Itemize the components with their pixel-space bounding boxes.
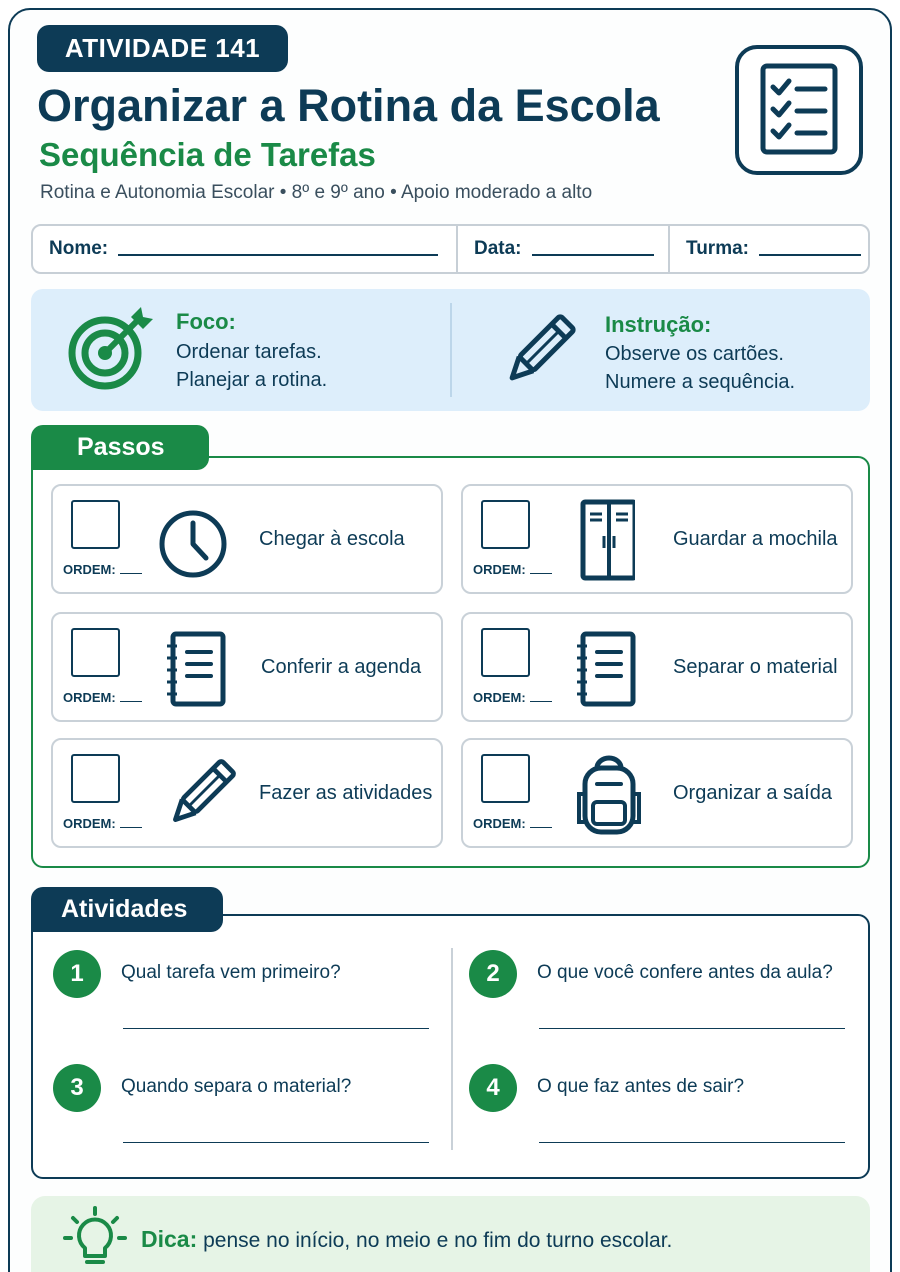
- step-label: Chegar à escola: [259, 527, 405, 550]
- order-checkbox[interactable]: [71, 754, 120, 803]
- order-checkbox[interactable]: [481, 754, 530, 803]
- activities-title: Atividades: [31, 887, 223, 932]
- steps-title: Passos: [31, 425, 209, 470]
- step-label: Fazer as atividades: [259, 781, 433, 804]
- focus-instruction-panel: [31, 289, 870, 411]
- order-field[interactable]: ORDEM:: [473, 816, 552, 831]
- class-line[interactable]: [759, 242, 861, 256]
- order-field[interactable]: ORDEM:: [63, 816, 142, 831]
- checklist-icon: [735, 45, 863, 175]
- page-subtitle: Sequência de Tarefas: [39, 136, 376, 173]
- steps-section: [31, 456, 870, 868]
- notebook-icon: [161, 624, 241, 712]
- pencil-icon: [161, 750, 241, 838]
- order-field[interactable]: ORDEM:: [63, 562, 142, 577]
- name-line[interactable]: [118, 242, 438, 256]
- notebook-icon: [571, 624, 651, 712]
- focus-label: Foco:: [176, 309, 236, 334]
- step-card: [51, 612, 443, 722]
- tip-panel: [31, 1196, 870, 1272]
- step-card: [461, 484, 853, 594]
- step-label: Organizar a saída: [673, 781, 832, 804]
- page-title: Organizar a Rotina da Escola: [37, 80, 660, 131]
- question-2: [469, 950, 859, 1040]
- answer-line[interactable]: [539, 1142, 845, 1143]
- name-field[interactable]: [33, 226, 456, 272]
- order-field[interactable]: ORDEM:: [473, 562, 552, 577]
- instruction-line-1: Observe os cartões.: [605, 343, 784, 365]
- question-number: 1: [53, 950, 101, 998]
- question-text: O que você confere antes da aula?: [537, 962, 833, 983]
- question-4: [469, 1064, 859, 1154]
- step-label: Conferir a agenda: [261, 655, 422, 678]
- date-label: Data:: [474, 238, 522, 259]
- instruction-label: Instrução:: [605, 312, 712, 337]
- tip-text: [141, 1226, 672, 1253]
- class-field[interactable]: [668, 226, 868, 272]
- pencil-icon: [497, 309, 581, 398]
- tip-body: pense no início, no meio e no fim do turno escolar.: [203, 1229, 673, 1252]
- activity-badge: ATIVIDADE 141: [37, 25, 288, 72]
- step-label: Separar o material: [673, 655, 838, 678]
- panel-divider: [450, 303, 452, 397]
- question-1: [53, 950, 443, 1040]
- lightbulb-icon: [63, 1206, 127, 1272]
- date-line[interactable]: [532, 242, 654, 256]
- question-text: Quando separa o material?: [121, 1076, 352, 1097]
- question-text: Qual tarefa vem primeiro?: [121, 962, 341, 983]
- name-label: Nome:: [49, 238, 109, 259]
- question-text: O que faz antes de sair?: [537, 1076, 745, 1097]
- clock-icon: [157, 496, 237, 584]
- target-icon: [65, 303, 155, 398]
- instruction-line-2: Numere a sequência.: [605, 371, 796, 393]
- locker-icon: [575, 496, 655, 584]
- order-field[interactable]: ORDEM:: [473, 690, 552, 705]
- question-3: [53, 1064, 443, 1154]
- order-field[interactable]: ORDEM:: [63, 690, 142, 705]
- activities-section: [31, 914, 870, 1179]
- focus-line-2: Planejar a rotina.: [176, 369, 328, 391]
- order-checkbox[interactable]: [481, 500, 530, 549]
- answer-line[interactable]: [539, 1028, 845, 1029]
- focus-line-1: Ordenar tarefas.: [176, 341, 322, 363]
- tip-label: Dica:: [141, 1226, 198, 1252]
- order-checkbox[interactable]: [481, 628, 530, 677]
- order-checkbox[interactable]: [71, 628, 120, 677]
- question-number: 4: [469, 1064, 517, 1112]
- student-info-bar: [31, 224, 870, 274]
- step-card: [461, 738, 853, 848]
- order-checkbox[interactable]: [71, 500, 120, 549]
- answer-line[interactable]: [123, 1028, 429, 1029]
- step-label: Guardar a mochila: [673, 527, 838, 550]
- step-card: [51, 484, 443, 594]
- answer-line[interactable]: [123, 1142, 429, 1143]
- backpack-icon: [569, 750, 649, 838]
- step-card: [461, 612, 853, 722]
- activities-divider: [451, 948, 453, 1150]
- step-card: [51, 738, 443, 848]
- page-meta: Rotina e Autonomia Escolar • 8º e 9º ano • Apoio moderado a alto: [40, 182, 593, 203]
- question-number: 2: [469, 950, 517, 998]
- class-label: Turma:: [686, 238, 749, 259]
- date-field[interactable]: [456, 226, 668, 272]
- question-number: 3: [53, 1064, 101, 1112]
